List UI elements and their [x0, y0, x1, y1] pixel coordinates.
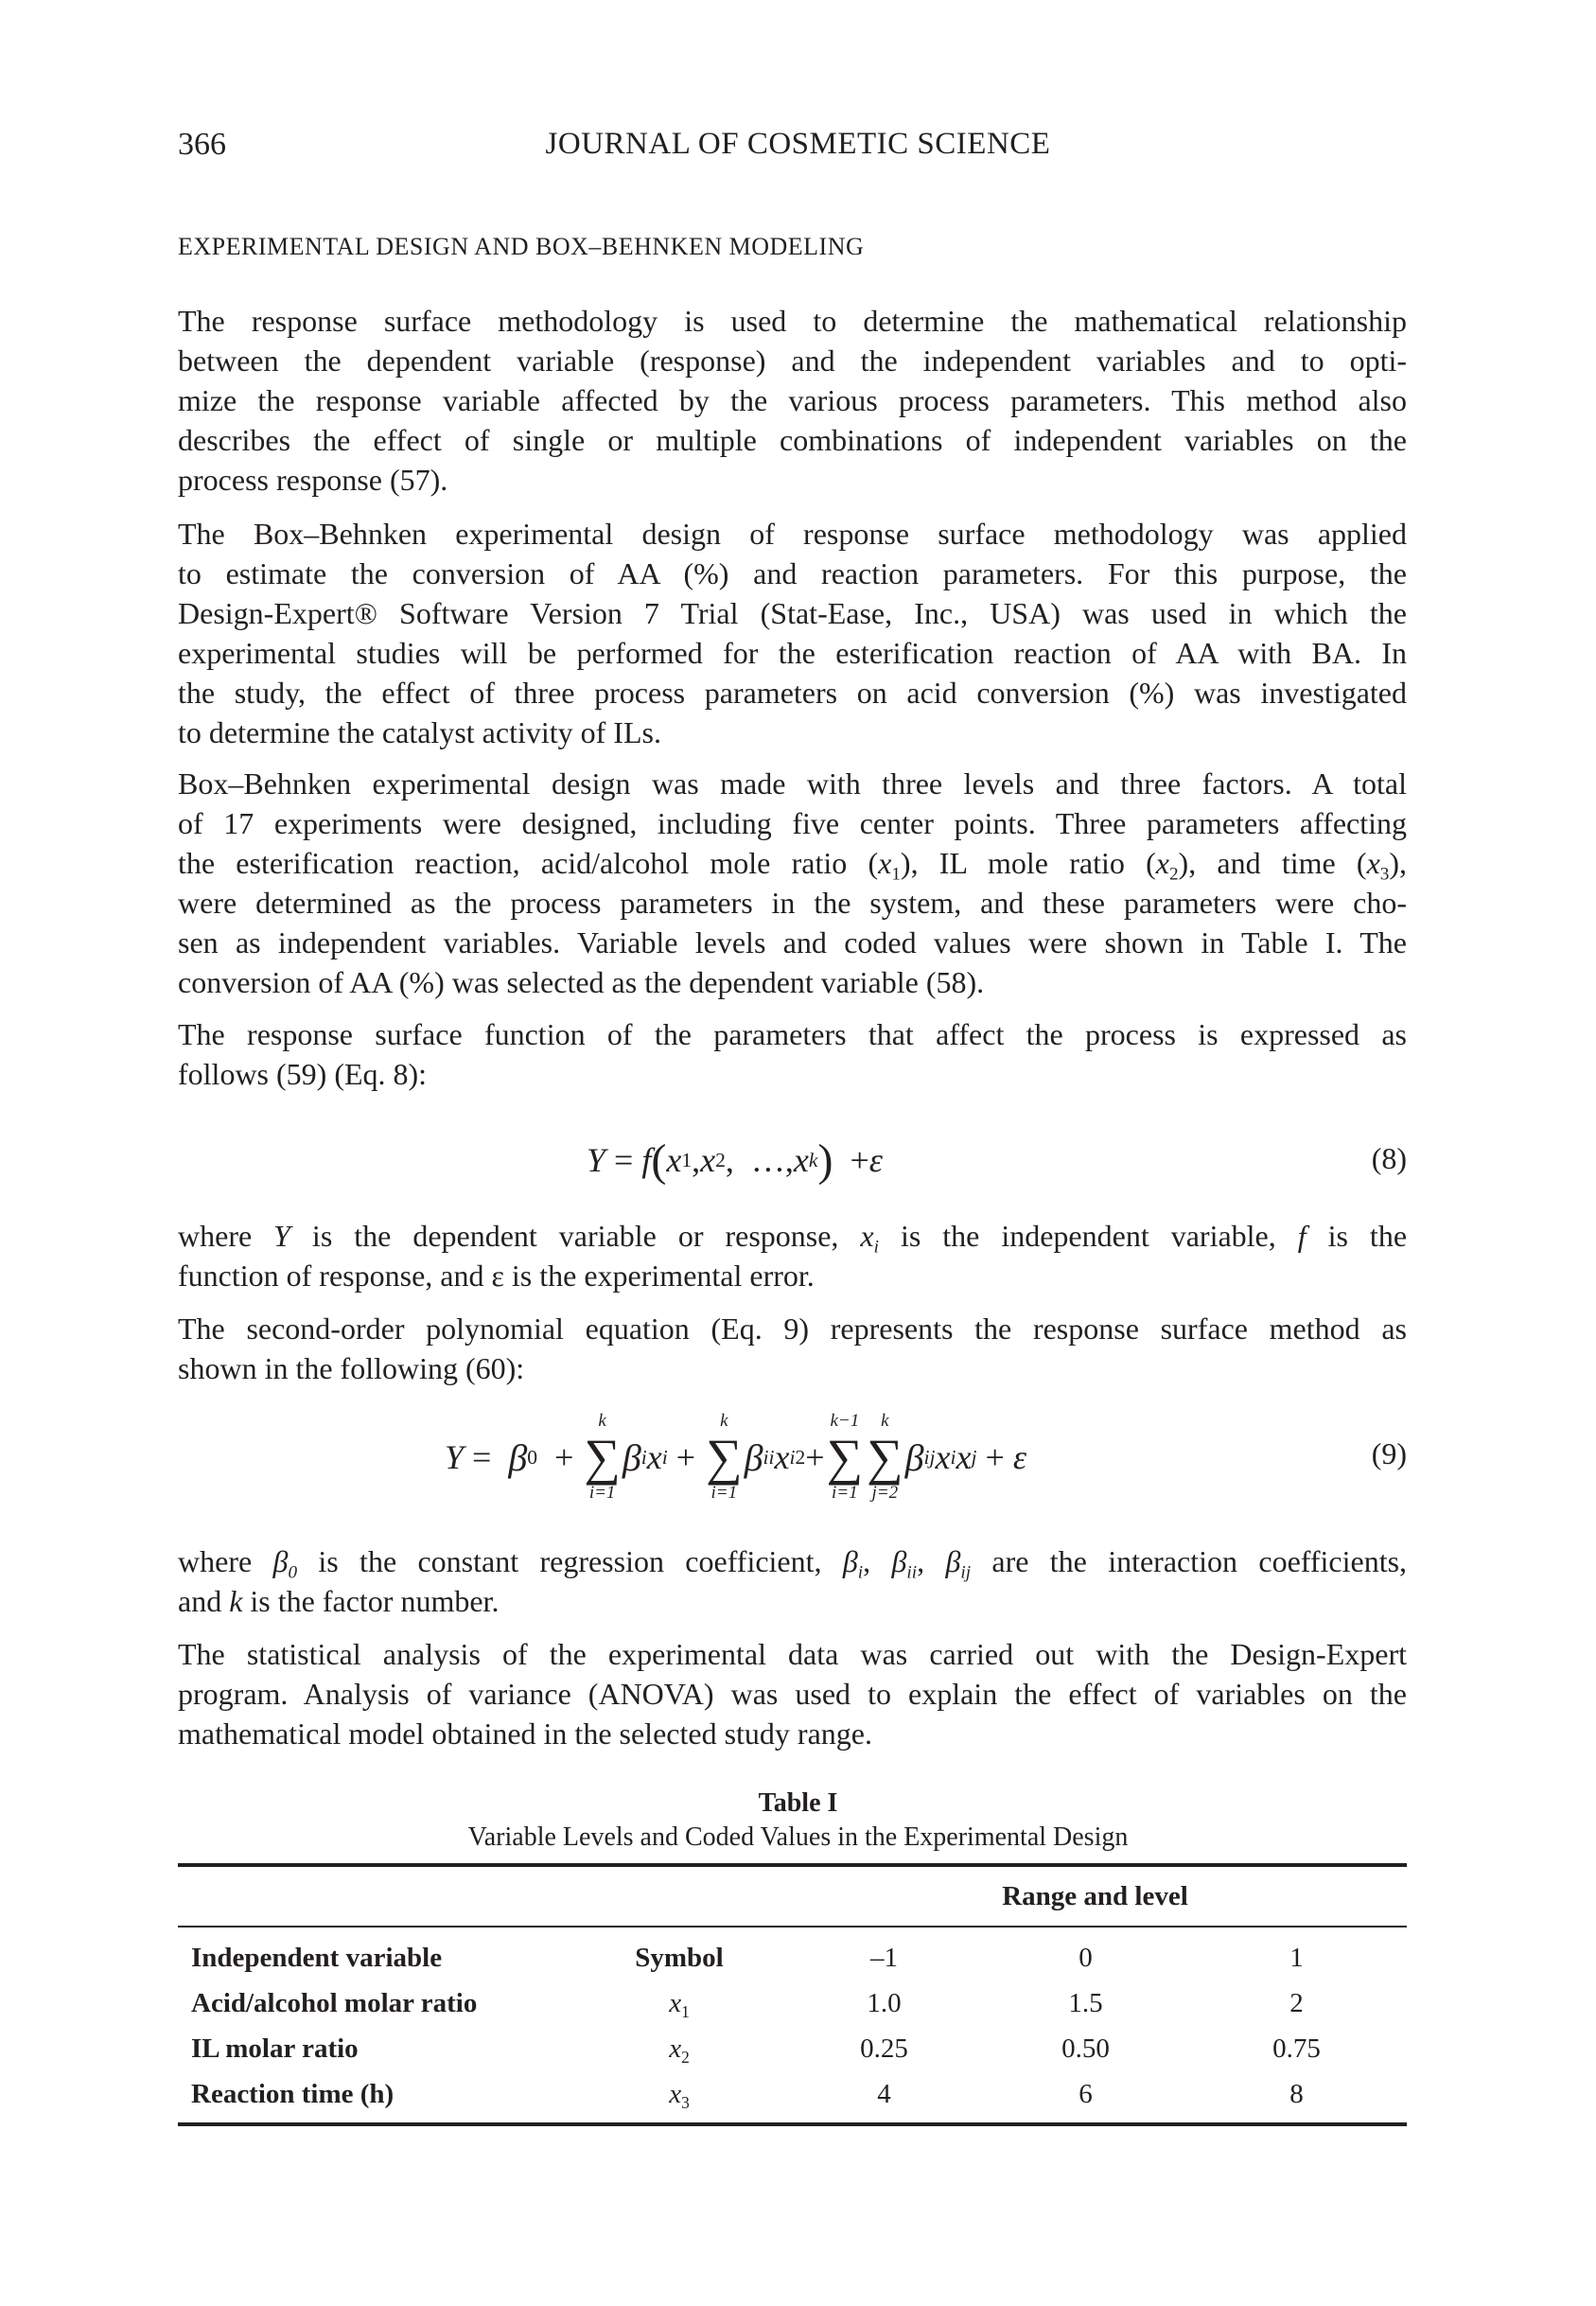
- text-line: function of response, and ε is the experimental error.: [178, 1259, 815, 1293]
- equation-9: Y = β 0 + k ∑ i=1 β i x i + k ∑ i=1 β ii x i 2 + k−1 ∑ i=1 k ∑ j=2 β ij x i x j + ε (9): [445, 1411, 1407, 1503]
- paren: (: [651, 1135, 667, 1186]
- table-caption: Variable Levels and Coded Values in the Experimental Design: [467, 1822, 1129, 1852]
- text-segment: is the dependent variable or response,: [289, 1219, 861, 1253]
- math-variable: x: [669, 2078, 682, 2109]
- subscript: 3: [1379, 864, 1390, 885]
- section-heading: EXPERIMENTAL DESIGN AND BOX–BEHNKEN MODELING: [178, 233, 865, 260]
- sigma-symbol: ∑: [584, 1429, 621, 1486]
- subscript: ij: [960, 1562, 972, 1583]
- text-segment: is the: [1306, 1219, 1408, 1253]
- text-line: program. Analysis of variance (ANOVA) was used to explain the effect of variables on the: [178, 1677, 1407, 1711]
- paragraph-1: [178, 301, 1407, 500]
- level-value: 2: [1289, 1987, 1304, 2018]
- table-label: Table I: [758, 1788, 838, 1818]
- text-segment: ,: [917, 1544, 925, 1578]
- math-variable: ε: [1012, 1438, 1026, 1476]
- beta-symbol: β: [842, 1544, 858, 1578]
- text-line: The response surface methodology is used to determine the mathematical relationship: [178, 304, 1407, 338]
- math-variable: f: [1297, 1219, 1307, 1253]
- subscript: 3: [681, 2092, 690, 2112]
- text-line: mathematical model obtained in the selected study range.: [178, 1716, 872, 1751]
- beta-symbol: β: [272, 1544, 289, 1578]
- summation: [584, 1411, 621, 1504]
- paragraph-3: [178, 764, 1407, 1002]
- subscript: i: [873, 1237, 879, 1258]
- text-line: were determined as the process parameters in the system, and these parameters were cho-: [178, 886, 1407, 920]
- column-header: Symbol: [635, 1942, 724, 1973]
- paragraph-2: [178, 514, 1407, 752]
- math-variable: x: [793, 1141, 809, 1179]
- beta-symbol: β: [945, 1544, 961, 1578]
- beta-symbol: β: [904, 1435, 924, 1479]
- text-line: follows (59) (Eq. 8):: [178, 1057, 428, 1091]
- column-header: –1: [870, 1942, 898, 1973]
- paragraph-where-8: [178, 1216, 1407, 1295]
- text-segment: the esterification reaction, acid/alcohol mole ratio (: [178, 846, 879, 880]
- equation-number: (9): [1371, 1436, 1407, 1470]
- variable-name: Reaction time (h): [191, 2078, 395, 2109]
- column-header: Independent variable: [191, 1942, 443, 1973]
- sigma-symbol: ∑: [826, 1429, 864, 1486]
- upper-limit: k: [598, 1411, 606, 1431]
- text-segment: ),: [1389, 846, 1408, 880]
- column-header: 0: [1079, 1942, 1093, 1973]
- subscript: 1: [891, 864, 901, 885]
- summation: [867, 1411, 903, 1504]
- text-segment: is the constant regression coefficient,: [297, 1544, 843, 1578]
- table-row: [178, 2026, 1407, 2071]
- math-sep: ,: [692, 1141, 701, 1179]
- math-variable: Y: [445, 1438, 465, 1476]
- text-line: conversion of AA (%) was selected as the dependent variable (58).: [178, 965, 985, 999]
- math-variable: x: [1155, 846, 1169, 880]
- upper-limit: k: [720, 1411, 728, 1431]
- text-line: to estimate the conversion of AA (%) and reaction parameters. For this purpose, the: [178, 556, 1407, 590]
- math-variable: ε: [868, 1141, 883, 1179]
- math-operator: +: [850, 1141, 869, 1179]
- upper-limit: k−1: [830, 1411, 860, 1431]
- level-value: 0.75: [1272, 2033, 1321, 2064]
- table-bottom-rule: [178, 2124, 1407, 2126]
- math-variable: x: [860, 1219, 874, 1253]
- math-operator: +: [805, 1438, 825, 1476]
- subscript: ii: [906, 1562, 918, 1583]
- lower-limit: i=1: [832, 1483, 858, 1503]
- paragraph-5: [178, 1309, 1407, 1388]
- paren: ): [817, 1135, 833, 1186]
- math-sep: ,: [725, 1141, 734, 1179]
- level-value: 8: [1289, 2078, 1304, 2109]
- text-line: [178, 843, 1407, 883]
- subscript: 2: [1168, 864, 1179, 885]
- sigma-symbol: ∑: [706, 1429, 743, 1486]
- math-operator: +: [675, 1438, 696, 1476]
- beta-symbol: β: [891, 1544, 907, 1578]
- math-variable: Y: [273, 1219, 290, 1253]
- math-operator: =: [614, 1141, 634, 1179]
- lower-limit: j=2: [871, 1483, 899, 1503]
- journal-title: JOURNAL OF COSMETIC SCIENCE: [545, 127, 1051, 161]
- math-operator: =: [472, 1438, 492, 1476]
- level-value: 6: [1079, 2078, 1093, 2109]
- text-line: Box–Behnken experimental design was made with three levels and three factors. A total: [178, 766, 1407, 801]
- variable-name: Acid/alcohol molar ratio: [191, 1987, 478, 2018]
- equation-number: (8): [1371, 1141, 1407, 1175]
- text-line: [178, 1541, 1407, 1581]
- text-line: [178, 1216, 1407, 1256]
- text-line: mize the response variable affected by the various process parameters. This method also: [178, 383, 1407, 417]
- text-line: of 17 experiments were designed, including five center points. Three parameters affecting: [178, 806, 1407, 840]
- lower-limit: i=1: [710, 1483, 738, 1503]
- text-segment: where: [178, 1544, 273, 1578]
- table-variable-levels: [178, 1863, 1407, 2126]
- text-line: Design-Expert® Software Version 7 Trial (Stat-Ease, Inc., USA) was used in which the: [178, 596, 1407, 630]
- math-variable: x: [666, 1141, 682, 1179]
- math-operator: +: [985, 1438, 1005, 1476]
- text-line: to determine the catalyst activity of ILs.: [178, 715, 661, 749]
- subscript: i: [857, 1562, 864, 1583]
- table-group-header-row: [178, 1865, 1407, 1927]
- text-segment: ,: [863, 1544, 871, 1578]
- math-variable: x: [646, 1438, 662, 1476]
- subscript: 0: [288, 1562, 298, 1583]
- math-ellipsis: …,: [750, 1141, 794, 1179]
- math-variable: x: [774, 1438, 790, 1476]
- lower-limit: i=1: [588, 1483, 616, 1503]
- table-header-row: [178, 1927, 1407, 1980]
- range-and-level-header: Range and level: [1002, 1880, 1188, 1911]
- level-value: 1.5: [1068, 1987, 1103, 2018]
- math-variable: x: [1366, 846, 1380, 880]
- math-variable: k: [229, 1584, 243, 1618]
- symbol-cell: [575, 2026, 783, 2071]
- text-line: the study, the effect of three process parameters on acid conversion (%) was investigated: [178, 676, 1407, 710]
- table-row: [178, 1980, 1407, 2026]
- text-segment: is the independent variable,: [878, 1219, 1298, 1253]
- summation: [827, 1411, 864, 1504]
- math-variable: x: [669, 2033, 682, 2064]
- variable-name: IL molar ratio: [191, 2033, 359, 2064]
- math-variable: Y: [587, 1141, 606, 1179]
- symbol-cell: [575, 2071, 783, 2124]
- text-line: describes the effect of single or multiple combinations of independent variables on the: [178, 423, 1407, 457]
- beta-symbol: β: [508, 1435, 528, 1479]
- equation-8: Y = f ( x 1 , x 2 , …, x k ) + ε (8): [587, 1135, 1407, 1186]
- text-segment: are the interaction coefficients,: [971, 1544, 1408, 1578]
- upper-limit: k: [881, 1411, 889, 1431]
- paragraph-6: [178, 1634, 1407, 1753]
- math-variable: x: [956, 1438, 972, 1476]
- text-line: The second-order polynomial equation (Eq. 9) represents the response surface method as: [178, 1311, 1407, 1346]
- symbol-cell: [575, 1980, 783, 2026]
- page-number: 366: [178, 127, 226, 162]
- text-segment: ), and time (: [1178, 846, 1367, 880]
- level-value: 0.25: [860, 2033, 908, 2064]
- text-segment: ), IL mole ratio (: [900, 846, 1156, 880]
- text-line: sen as independent variables. Variable levels and coded values were shown in Table I. The: [178, 925, 1407, 959]
- table-row: [178, 2071, 1407, 2124]
- text-line: [178, 1581, 1407, 1621]
- text-line: experimental studies will be performed for the esterification reaction of AA with BA. In: [178, 636, 1407, 670]
- sigma-symbol: ∑: [867, 1429, 903, 1486]
- level-value: 1.0: [867, 1987, 902, 2018]
- text-line: between the dependent variable (response) and the independent variables and to opti-: [178, 343, 1407, 378]
- subscript: 1: [681, 2001, 690, 2021]
- paragraph-where-9: [178, 1541, 1407, 1621]
- paragraph-4: [178, 1014, 1407, 1094]
- math-variable: x: [700, 1141, 716, 1179]
- text-segment: is the factor number.: [242, 1584, 500, 1618]
- text-line: The statistical analysis of the experimental data was carried out with the Design-Expert: [178, 1637, 1407, 1671]
- beta-symbol: β: [744, 1435, 763, 1479]
- text-line: process response (57).: [178, 463, 448, 497]
- math-operator: +: [554, 1438, 574, 1476]
- math-function: f: [641, 1141, 652, 1179]
- level-value: 4: [877, 2078, 891, 2109]
- math-variable: x: [935, 1438, 951, 1476]
- text-line: The Box–Behnken experimental design of response surface methodology was applied: [178, 517, 1407, 551]
- column-header: 1: [1289, 1942, 1304, 1973]
- subscript: 2: [681, 2047, 690, 2067]
- math-variable: x: [669, 1987, 682, 2018]
- text-line: shown in the following (60):: [178, 1351, 525, 1385]
- summation: [706, 1411, 743, 1504]
- text-segment: where: [178, 1219, 274, 1253]
- text-segment: and: [178, 1584, 230, 1618]
- level-value: 0.50: [1061, 2033, 1110, 2064]
- beta-symbol: β: [622, 1435, 641, 1479]
- math-variable: x: [878, 846, 892, 880]
- text-line: The response surface function of the parameters that affect the process is expressed as: [178, 1017, 1407, 1051]
